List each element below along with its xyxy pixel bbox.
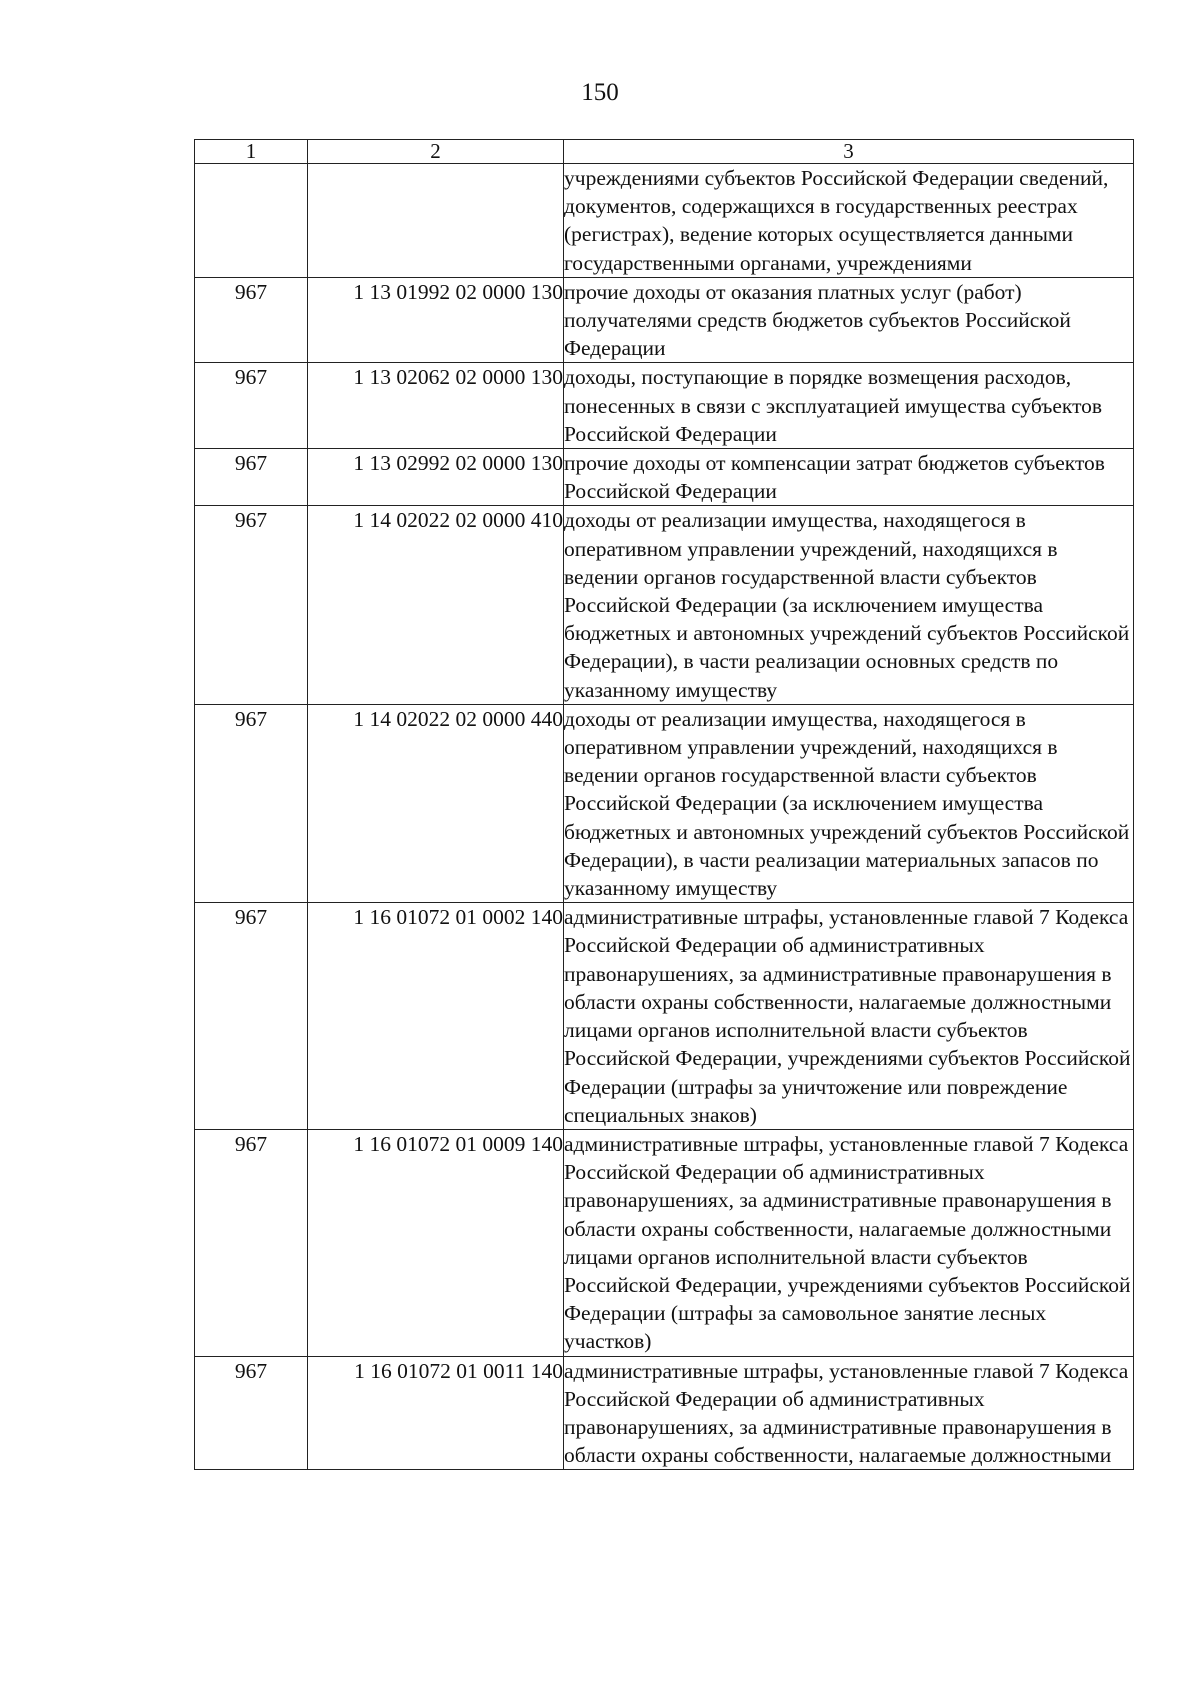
column-header-1: 1 [195,140,308,164]
table-row [195,1356,1134,1470]
revenue-code-cell: 1 13 01992 02 0000 130 [308,277,564,363]
description-cell: административные штрафы, установленные главой 7 Кодекса Российской Федерации об административных правонарушениях, за административные правонарушения в области охраны собственности, налагаемые должностными лицами органов исполнительной власти субъектов Российской Федерации, учреждениями субъектов Российской Федерации (штрафы за самовольное занятие лесных участков) [564,1129,1134,1356]
description-cell: прочие доходы от компенсации затрат бюджетов субъектов Российской Федерации [564,449,1134,506]
revenue-code-cell: 1 14 02022 02 0000 440 [308,704,564,902]
admin-code-cell: 967 [195,704,308,902]
admin-code-cell: 967 [195,277,308,363]
revenue-code-cell: 1 13 02062 02 0000 130 [308,363,564,449]
column-header-2: 2 [308,140,564,164]
table-row [195,506,1134,704]
description-cell: доходы, поступающие в порядке возмещения расходов, понесенных в связи с эксплуатацией имущества субъектов Российской Федерации [564,363,1134,449]
table-row [195,164,1134,278]
table-row [195,449,1134,506]
revenue-code-cell [308,164,564,278]
revenue-code-table [194,139,1134,1470]
admin-code-cell [195,164,308,278]
page-number: 150 [581,79,619,106]
table-row [195,363,1134,449]
table-header-row [195,140,1134,164]
table-row [195,1129,1134,1356]
description-cell: прочие доходы от оказания платных услуг (работ) получателями средств бюджетов субъектов Российской Федерации [564,277,1134,363]
admin-code-cell: 967 [195,449,308,506]
description-cell: административные штрафы, установленные главой 7 Кодекса Российской Федерации об административных правонарушениях, за административные правонарушения в области охраны собственности, налагаемые должностными [564,1356,1134,1470]
revenue-code-cell: 1 16 01072 01 0011 140 [308,1356,564,1470]
description-cell: доходы от реализации имущества, находящегося в оперативном управлении учреждений, находящихся в ведении органов государственной власти субъектов Российской Федерации (за исключением имущества бюджетных и автономных учреждений субъектов Российской Федерации), в части реализации основных средств по указанному имуществу [564,506,1134,704]
table-row [195,704,1134,902]
revenue-code-cell: 1 13 02992 02 0000 130 [308,449,564,506]
admin-code-cell: 967 [195,1129,308,1356]
revenue-code-cell: 1 14 02022 02 0000 410 [308,506,564,704]
table-row [195,277,1134,363]
admin-code-cell: 967 [195,363,308,449]
admin-code-cell: 967 [195,1356,308,1470]
column-header-3: 3 [564,140,1134,164]
description-cell: доходы от реализации имущества, находящегося в оперативном управлении учреждений, находящихся в ведении органов государственной власти субъектов Российской Федерации (за исключением имущества бюджетных и автономных учреждений субъектов Российской Федерации), в части реализации материальных запасов по указанному имуществу [564,704,1134,902]
table-row [195,903,1134,1130]
admin-code-cell: 967 [195,903,308,1130]
description-cell: административные штрафы, установленные главой 7 Кодекса Российской Федерации об административных правонарушениях, за административные правонарушения в области охраны собственности, налагаемые должностными лицами органов исполнительной власти субъектов Российской Федерации, учреждениями субъектов Российской Федерации (штрафы за уничтожение или повреждение специальных знаков) [564,903,1134,1130]
revenue-code-cell: 1 16 01072 01 0002 140 [308,903,564,1130]
description-cell: учреждениями субъектов Российской Федерации сведений, документов, содержащихся в государственных реестрах (регистрах), ведение которых осуществляется данными государственными органами, учреждениями [564,164,1134,278]
revenue-code-cell: 1 16 01072 01 0009 140 [308,1129,564,1356]
admin-code-cell: 967 [195,506,308,704]
